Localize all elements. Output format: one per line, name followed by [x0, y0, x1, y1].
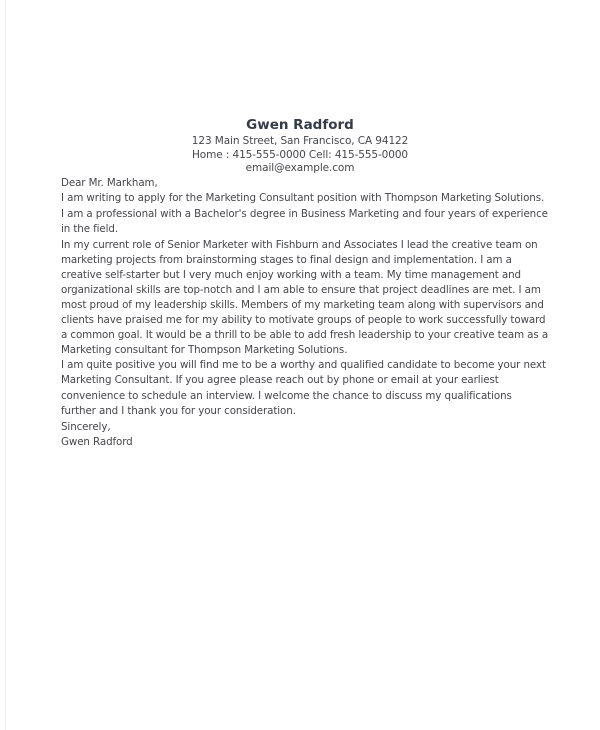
letter-header — [0, 0, 600, 176]
sender-phones: Home : 415-555-0000 Cell: 415-555-0000 — [191, 148, 409, 161]
sender-email: email@example.com — [245, 162, 355, 174]
salutation: Dear Mr. Markham, — [61, 176, 158, 189]
signature-name: Gwen Radford — [61, 436, 133, 448]
page-left-edge — [5, 0, 6, 730]
paragraph-experience: In my current role of Senior Marketer with Fishburn and Associates I lead the creative team on marketing projects from brainstorming stages to final design and implementation. I am a creative self-starter but I very much enjoy working with a team. My time management and organizational skills are top-notch and I am able to ensure that project deadlines are met. I am most proud of my leadership skills. Members of my marketing team along with supervisors and clients have praised me for my ability to motivate groups of people to work successfully toward a common goal. It would be a thrill to be able to add fresh leadership to your creative team as a Marketing consultant for Thompson Marketing Solutions. — [61, 238, 549, 356]
paragraph-call-to-action: I am quite positive you will find me to be a worthy and qualified candidate to become your next Marketing Consultant. If you agree please reach out by phone or email at your earliest convenience to schedule an interview. I welcome the chance to discuss my qualifications further and I thank you for your consideration. — [61, 358, 546, 417]
paragraph-intro: I am writing to apply for the Marketing Consultant position with Thompson Marketing Solutions. I am a professional with a Bachelor's degree in Business Marketing and four years of experience in the field. — [61, 192, 548, 235]
sender-address: 123 Main Street, San Francisco, CA 94122 — [191, 135, 409, 147]
letter-body — [61, 176, 549, 451]
sender-name: Gwen Radford — [246, 117, 354, 133]
closing: Sincerely, — [61, 420, 111, 433]
